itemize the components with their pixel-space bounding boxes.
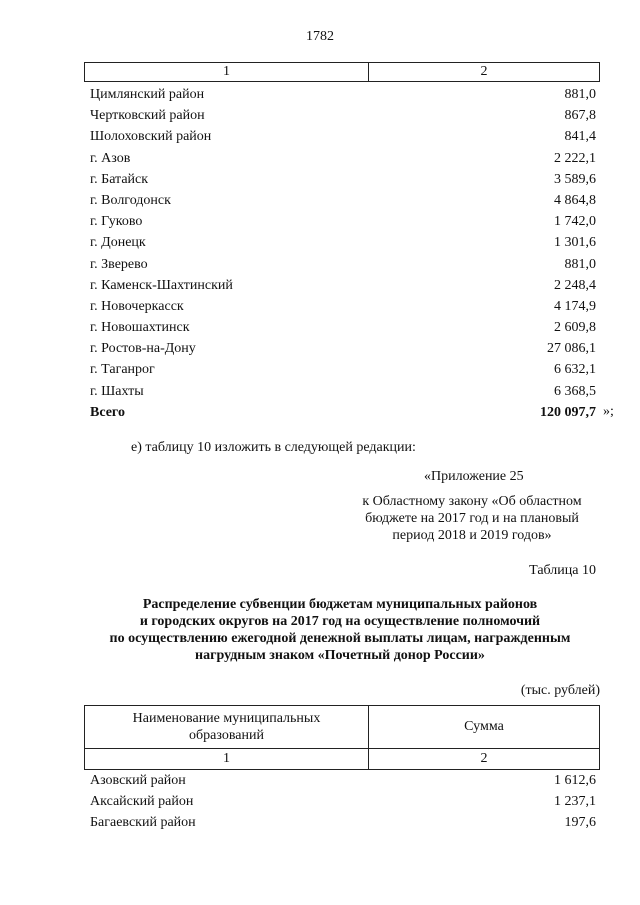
table1-header bbox=[84, 62, 600, 82]
row-name: г. Новошахтинск bbox=[90, 320, 190, 336]
table-row bbox=[84, 190, 600, 211]
row-name: г. Донецк bbox=[90, 235, 146, 251]
row-value: 2 248,4 bbox=[554, 277, 596, 293]
table-row bbox=[84, 126, 600, 147]
row-value: 27 086,1 bbox=[547, 341, 596, 357]
table-row bbox=[84, 381, 600, 402]
row-value: 867,8 bbox=[564, 108, 596, 124]
table1-body bbox=[84, 84, 600, 423]
table-row bbox=[84, 275, 600, 296]
table-row bbox=[84, 812, 600, 833]
instruction-text: е) таблицу 10 изложить в следующей редакции: bbox=[131, 440, 416, 455]
row-name: Шолоховский район bbox=[90, 129, 212, 145]
table2-header-sum: Сумма bbox=[464, 719, 504, 734]
table1-header-col1: 1 bbox=[85, 63, 369, 81]
heading-line: Распределение субвенции бюджетам муниципальных районов bbox=[142, 597, 538, 612]
row-name: г. Волгодонск bbox=[90, 192, 171, 208]
table-label: Таблица 10 bbox=[529, 563, 596, 578]
appendix-line: период 2018 и 2019 годов» bbox=[392, 528, 552, 543]
row-name: г. Шахты bbox=[90, 383, 144, 399]
table2-body bbox=[84, 770, 600, 834]
table-row bbox=[84, 791, 600, 812]
row-value: 841,4 bbox=[564, 129, 596, 145]
row-value: 197,6 bbox=[564, 815, 596, 831]
row-name: г. Зверево bbox=[90, 256, 148, 272]
header-name-line: образований bbox=[189, 728, 264, 743]
row-value: 2 609,8 bbox=[554, 320, 596, 336]
table-row bbox=[84, 148, 600, 169]
row-value: 4 174,9 bbox=[554, 298, 596, 314]
table-row bbox=[84, 296, 600, 317]
table-row bbox=[84, 232, 600, 253]
total-label: Всего bbox=[90, 404, 125, 420]
table-row bbox=[84, 359, 600, 380]
heading-line: нагрудным знаком «Почетный донор России» bbox=[195, 648, 485, 663]
row-name: г. Таганрог bbox=[90, 362, 155, 378]
table-row bbox=[84, 254, 600, 275]
table1-header-col2: 2 bbox=[480, 64, 488, 79]
row-name: Аксайский район bbox=[90, 794, 194, 810]
total-row bbox=[84, 402, 600, 423]
row-name: г. Гуково bbox=[90, 214, 143, 230]
row-value: 1 301,6 bbox=[554, 235, 596, 251]
closing-quote: »; bbox=[603, 404, 614, 419]
page-number: 1782 bbox=[306, 29, 334, 44]
table-heading bbox=[60, 596, 620, 664]
header-name-line: Наименование муниципальных bbox=[132, 711, 321, 726]
row-name: Азовский район bbox=[90, 773, 186, 788]
table-row bbox=[84, 169, 600, 190]
table-row bbox=[84, 770, 600, 791]
row-name: г. Каменск-Шахтинский bbox=[90, 277, 233, 293]
table-row bbox=[84, 338, 600, 359]
row-value: 881,0 bbox=[564, 256, 596, 272]
row-value: 2 222,1 bbox=[554, 150, 596, 166]
row-value: 1 237,1 bbox=[554, 794, 596, 810]
row-value: 4 864,8 bbox=[554, 192, 596, 208]
row-name: г. Азов bbox=[90, 150, 131, 166]
table2-num-col1: 1 bbox=[85, 749, 369, 769]
table2-header-name bbox=[85, 706, 369, 748]
heading-line: и городских округов на 2017 год на осуществление полномочий bbox=[139, 614, 541, 629]
table-row bbox=[84, 317, 600, 338]
row-value: 1 742,0 bbox=[554, 214, 596, 230]
row-value: 881,0 bbox=[564, 87, 596, 102]
table-row bbox=[84, 211, 600, 232]
table-row bbox=[84, 84, 600, 105]
total-value: 120 097,7 bbox=[540, 404, 596, 420]
appendix-title: «Приложение 25 bbox=[424, 469, 524, 484]
table-row bbox=[84, 105, 600, 126]
row-value: 6 632,1 bbox=[554, 362, 596, 378]
appendix-block bbox=[352, 468, 592, 544]
table2-header bbox=[84, 705, 600, 770]
row-name: Багаевский район bbox=[90, 815, 196, 831]
row-name: Цимлянский район bbox=[90, 87, 205, 102]
row-name: г. Ростов-на-Дону bbox=[90, 341, 196, 357]
appendix-line: бюджете на 2017 год и на плановый bbox=[365, 511, 579, 526]
row-value: 6 368,5 bbox=[554, 383, 596, 399]
units-label: (тыс. рублей) bbox=[520, 683, 600, 698]
row-name: г. Новочеркасск bbox=[90, 298, 184, 314]
row-value: 3 589,6 bbox=[554, 171, 596, 187]
row-name: Чертковский район bbox=[90, 108, 205, 124]
table2-num-col2: 2 bbox=[480, 751, 488, 766]
appendix-line: к Областному закону «Об областном bbox=[362, 494, 582, 509]
row-name: г. Батайск bbox=[90, 171, 149, 187]
heading-line: по осуществлению ежегодной денежной выплаты лицам, награжденным bbox=[109, 631, 571, 646]
row-value: 1 612,6 bbox=[554, 773, 596, 788]
